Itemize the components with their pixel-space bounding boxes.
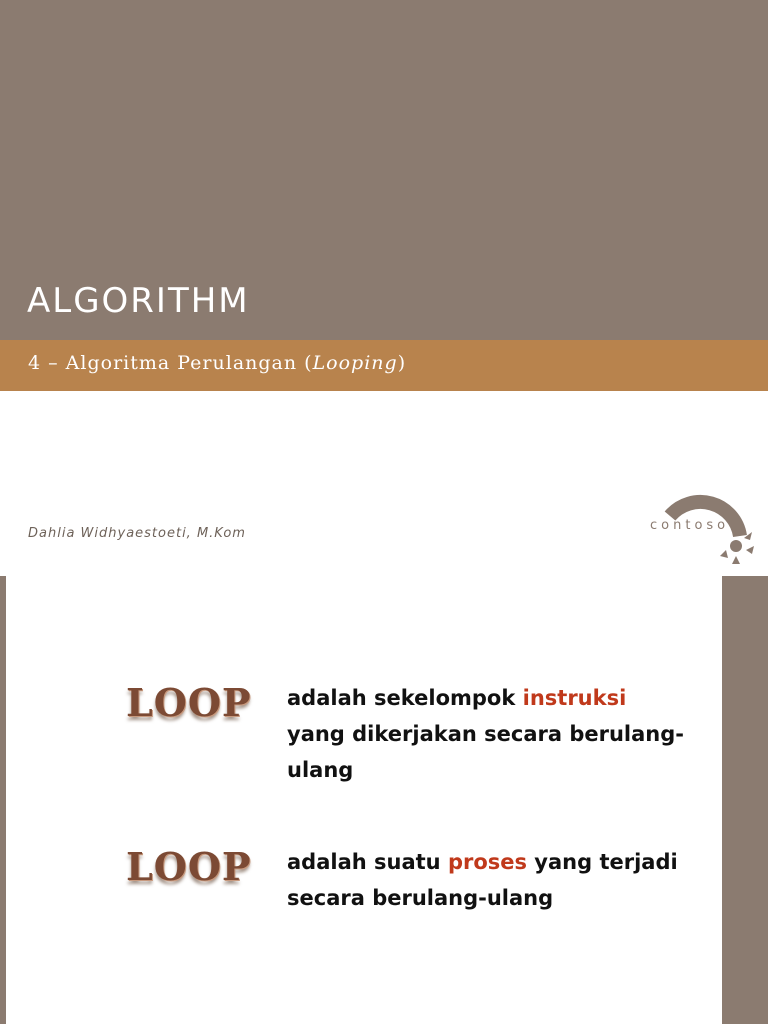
subtitle-prefix: 4 – Algoritma Perulangan ( [28,352,313,374]
loop-heading: LOOP [126,844,252,889]
subtitle-band [0,340,768,391]
definition-highlight: proses [447,850,527,874]
loop-heading: LOOP [126,680,252,725]
logo-text: contoso [650,518,730,533]
left-accent-bar [0,576,6,1024]
title-band [0,0,768,340]
definition-text-after: yang dikerjakan secara berulang-ulang [287,722,685,782]
definition-highlight: instruksi [522,686,627,710]
subtitle-suffix: ) [397,352,407,374]
definition-text-before: adalah sekelompok [287,686,523,710]
slide-subtitle [28,352,406,374]
author-name: Dahlia Widhyaestoeti, M.Kom [28,526,246,541]
contoso-logo [640,486,760,572]
slide-title: ALGORITHM [27,281,250,321]
right-accent-bar [722,576,768,1024]
content-slide [0,576,768,1024]
subtitle-italic: Looping [312,352,398,374]
definition-text-before: adalah suatu [287,850,448,874]
definition-text-after: yang terjadi secara berulang-ulang [287,850,678,910]
definition-text [287,844,687,916]
definition-text [287,680,687,788]
